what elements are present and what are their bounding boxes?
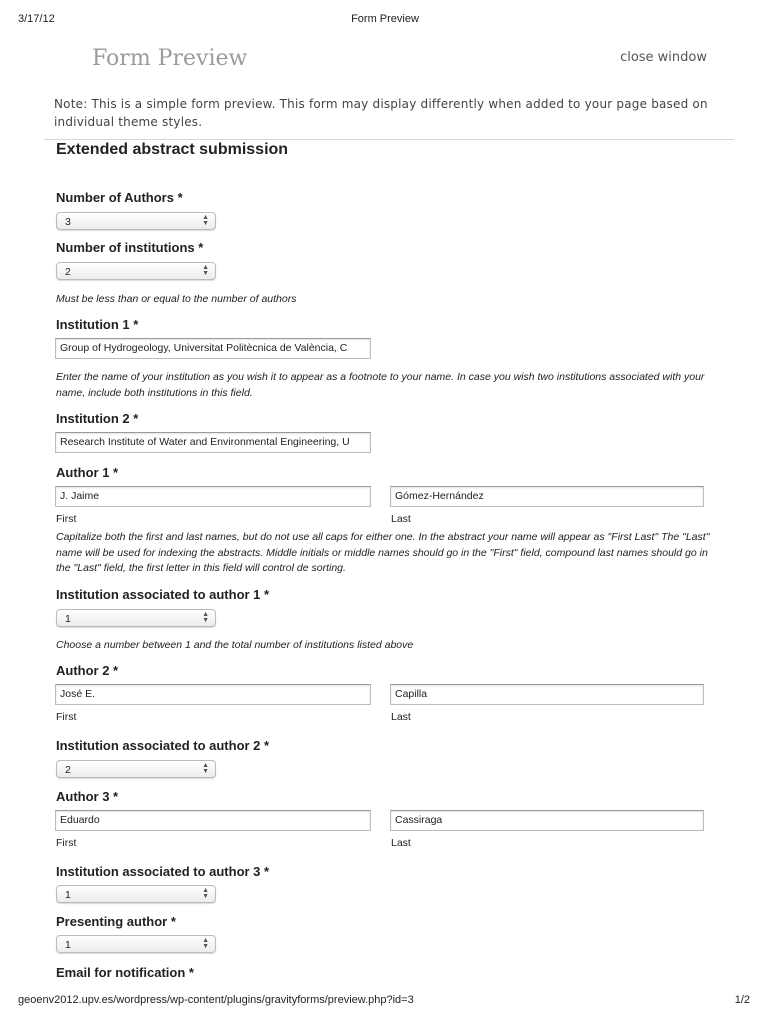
inst-author3-value: 1 xyxy=(65,889,71,901)
num-institutions-label: Number of institutions * xyxy=(56,240,204,255)
num-institutions-description: Must be less than or equal to the number of authors xyxy=(56,293,297,305)
presenting-author-value: 1 xyxy=(65,939,71,951)
inst-author2-label: Institution associated to author 2 * xyxy=(56,738,270,753)
author1-description: Capitalize both the first and last names, but do not use all caps for either one. In the abstract your name will appear as "First Last" The "Last" name will be used for indexing the abstracts. Middle initials or middle names should go in the "First" field, compound last names should go in the "Last" field, the first letter in this field will control de sorting. xyxy=(56,531,710,574)
print-url: geoenv2012.upv.es/wordpress/wp-content/plugins/gravityforms/preview.php?id=3 xyxy=(18,994,414,1006)
divider xyxy=(44,139,734,140)
author3-last-sublabel: Last xyxy=(391,837,411,849)
num-institutions-select[interactable] xyxy=(56,262,216,280)
author3-first-input[interactable]: Eduardo xyxy=(55,810,371,831)
select-arrows-icon: ▲ ▼ xyxy=(202,264,209,277)
page-title: Form Preview xyxy=(92,46,248,71)
presenting-author-label: Presenting author * xyxy=(56,914,176,929)
select-arrows-icon: ▲ ▼ xyxy=(202,214,209,227)
inst-author1-description: Choose a number between 1 and the total number of institutions listed above xyxy=(56,639,414,651)
institution1-input[interactable]: Group of Hydrogeology, Universitat Politècnica de València, C xyxy=(55,338,371,359)
author1-first-sublabel: First xyxy=(56,513,77,525)
num-authors-value: 3 xyxy=(65,216,71,228)
author3-last-input[interactable]: Cassiraga xyxy=(390,810,704,831)
num-authors-label: Number of Authors * xyxy=(56,190,183,205)
inst-author2-value: 2 xyxy=(65,764,71,776)
institution1-description: Enter the name of your institution as you wish it to appear as a footnote to your name. In case you wish two institutions associated with your name, include both institutions in this field. xyxy=(56,371,705,399)
inst-author2-select[interactable] xyxy=(56,760,216,778)
inst-author3-label: Institution associated to author 3 * xyxy=(56,864,270,879)
print-page-number: 1/2 xyxy=(734,994,750,1006)
close-window-link[interactable]: close window xyxy=(620,50,707,65)
author1-first-input[interactable]: J. Jaime xyxy=(55,486,371,507)
num-authors-select[interactable] xyxy=(56,212,216,230)
author2-first-sublabel: First xyxy=(56,711,77,723)
select-arrows-icon: ▲ ▼ xyxy=(202,937,209,950)
institution2-label: Institution 2 * xyxy=(56,411,139,426)
author1-last-sublabel: Last xyxy=(391,513,411,525)
print-date: 3/17/12 xyxy=(18,13,55,25)
author2-first-input[interactable]: José E. xyxy=(55,684,371,705)
institution2-input[interactable]: Research Institute of Water and Environmental Engineering, U xyxy=(55,432,371,453)
author3-label: Author 3 * xyxy=(56,789,119,804)
preview-note: Note: This is a simple form preview. This form may display differently when added to your page based on individual theme styles. xyxy=(54,97,708,129)
num-institutions-value: 2 xyxy=(65,266,71,278)
author2-last-sublabel: Last xyxy=(391,711,411,723)
form-title: Extended abstract submission xyxy=(56,141,289,158)
select-arrows-icon: ▲ ▼ xyxy=(202,611,209,624)
email-label: Email for notification * xyxy=(56,965,194,980)
select-arrows-icon: ▲ ▼ xyxy=(202,762,209,775)
inst-author1-label: Institution associated to author 1 * xyxy=(56,587,270,602)
author1-last-input[interactable]: Gómez-Hernández xyxy=(390,486,704,507)
print-title: Form Preview xyxy=(351,13,419,25)
inst-author1-select[interactable] xyxy=(56,609,216,627)
author2-label: Author 2 * xyxy=(56,663,119,678)
author3-first-sublabel: First xyxy=(56,837,77,849)
author2-last-input[interactable]: Capilla xyxy=(390,684,704,705)
inst-author3-select[interactable] xyxy=(56,885,216,903)
inst-author1-value: 1 xyxy=(65,613,71,625)
institution1-label: Institution 1 * xyxy=(56,317,139,332)
presenting-author-select[interactable] xyxy=(56,935,216,953)
select-arrows-icon: ▲ ▼ xyxy=(202,887,209,900)
author1-label: Author 1 * xyxy=(56,465,119,480)
